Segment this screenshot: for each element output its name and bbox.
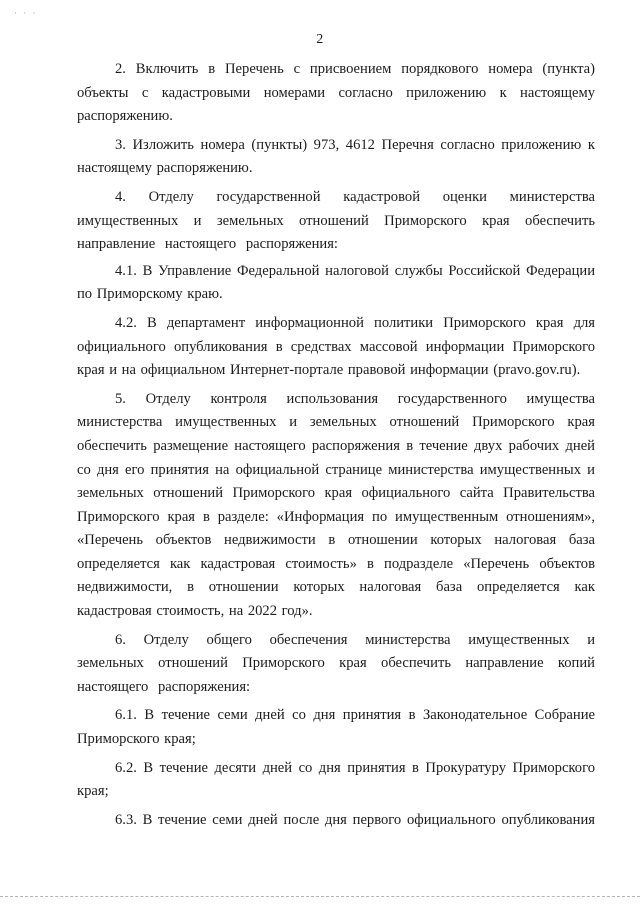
paragraph-3: 3. Изложить номера (пункты) 973, 4612 Перечня согласно приложению к настоящему распоряжению. — [77, 136, 595, 177]
paragraph-5: 5. Отделу контроля использования государственного имущества министерства имущественных и земельных отношений Приморского края обеспечить размещение настоящего распоряжения в течение двух рабочих дней со дня его принятия на официальной странице министерства имущественных и земельных отношений Приморского края официального сайта Правительства Приморского края в разделе: «Информация по имущественным отношениям», «Перечень объектов недвижимости в отношении которых налоговая база определяется как кадастровая стоимость» в подразделе «Перечень объектов недвижимости, в отношении которых налоговая база определяется как кадастровая стоимость, на 2022 год». — [77, 390, 595, 620]
document-body — [77, 58, 595, 832]
paragraph-2: 2. Включить в Перечень с присвоением порядкового номера (пункта) объекты с кадастровыми номерами согласно приложению к настоящему распоряжению. — [77, 61, 595, 125]
paragraph-6: 6. Отделу общего обеспечения министерства имущественных и земельных отношений Приморского края обеспечить направление копий настоящего распоряжения: — [77, 631, 595, 695]
paragraph-6-2: 6.2. В течение десяти дней со дня принятия в Прокуратуру Приморского края; — [77, 759, 595, 800]
paragraph-4-2: 4.2. В департамент информационной политики Приморского края для официального опубликования в средствах массовой информации Приморского края и на официальном Интернет-портале правовой информации (pravo.gov.ru). — [77, 314, 595, 379]
scan-corner-mark: · · · — [14, 8, 38, 18]
paragraph-6-3: 6.3. В течение семи дней после дня первого официального опубликования — [115, 811, 595, 828]
paragraph-4: 4. Отделу государственной кадастровой оценки министерства имущественных и земельных отношений Приморского края обеспечить направление настоящего распоряжения: — [77, 188, 595, 253]
bottom-scan-edge — [0, 896, 640, 897]
paragraph-6-1: 6.1. В течение семи дней со дня принятия в Законодательное Собрание Приморского края; — [77, 707, 595, 748]
page-number: 2 — [316, 32, 324, 47]
paragraph-4-1: 4.1. В Управление Федеральной налоговой службы Российской Федерации по Приморскому краю. — [77, 262, 595, 303]
